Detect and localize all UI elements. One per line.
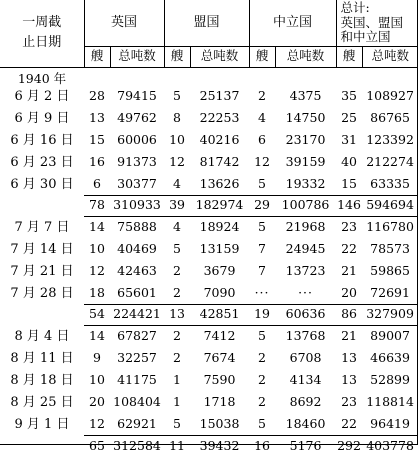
value-cell: 1 [173, 371, 181, 387]
empty-cell [164, 67, 190, 85]
date-cell: 7 月 28 日 [10, 285, 74, 301]
subtotal-cell: 65 [84, 435, 110, 456]
subtotal-cell: 86 [336, 304, 362, 325]
date-cell: 9 月 1 日 [14, 416, 70, 432]
value-cell: 18 [89, 284, 105, 300]
value-cell: 19332 [285, 175, 326, 191]
value-cell: 123392 [366, 131, 414, 147]
table-row [0, 260, 418, 282]
value-cell: 52899 [370, 371, 410, 387]
value-cell: 23170 [285, 131, 326, 147]
period-header-line2: 止日期 [22, 35, 62, 51]
value-cell: 4 [173, 175, 181, 191]
subtotal-cell: 403778 [362, 435, 418, 456]
value-cell: 13723 [285, 262, 326, 278]
empty-cell [249, 67, 275, 85]
value-cell: 89007 [370, 328, 410, 343]
value-cell: 10 [89, 371, 105, 387]
tonnage-header: 总吨数 [275, 46, 336, 67]
value-cell: 5 [258, 175, 266, 191]
value-cell: 13626 [199, 175, 240, 191]
total-header-line1: 总计: [340, 0, 370, 16]
subtotal-cell: 42851 [190, 304, 249, 325]
value-cell: 96419 [370, 415, 410, 431]
value-cell: 65601 [117, 284, 157, 300]
table-row [0, 413, 418, 435]
value-cell: 5 [258, 415, 266, 431]
group-header-britain: 英国 [84, 0, 164, 46]
ships-header: 艘 [336, 46, 362, 67]
value-cell: 9 [93, 349, 101, 365]
value-cell: 23 [341, 219, 357, 234]
table-row [0, 107, 418, 129]
value-cell: 31 [341, 131, 357, 147]
group-header-total [336, 0, 418, 46]
value-cell: 116780 [366, 219, 414, 234]
value-cell: 24945 [285, 240, 326, 256]
value-cell: 18924 [199, 219, 240, 234]
value-cell: 49762 [117, 109, 157, 125]
value-cell: 5 [258, 328, 266, 343]
table-row [0, 391, 418, 413]
value-cell: 40216 [199, 131, 240, 147]
value-cell: 12 [89, 415, 105, 431]
subtotal-cell: 39 [164, 195, 190, 216]
value-cell: 5 [173, 87, 181, 103]
value-cell: 3679 [203, 262, 236, 278]
table-row [0, 282, 418, 304]
value-cell: 16 [89, 153, 105, 169]
value-cell: 23 [341, 393, 357, 409]
table-row [0, 173, 418, 195]
value-cell: 108404 [113, 393, 161, 409]
value-cell: 22253 [199, 109, 240, 125]
value-cell: 2 [173, 328, 181, 343]
header-row-groups [0, 0, 418, 46]
value-cell: 7674 [203, 349, 236, 365]
subtotal-cell: 182974 [190, 195, 249, 216]
date-cell: 8 月 18 日 [10, 372, 74, 388]
value-cell: ··· [298, 284, 313, 300]
value-cell: 6 [258, 131, 266, 147]
value-cell: 22 [341, 240, 357, 256]
empty-cell [275, 67, 336, 85]
subtotal-cell: 16 [249, 435, 275, 456]
value-cell: 8 [173, 109, 181, 125]
value-cell: 14 [89, 328, 105, 343]
value-cell: 212274 [366, 153, 414, 169]
table-row [0, 347, 418, 369]
ships-header: 艘 [164, 46, 190, 67]
value-cell: 1718 [203, 393, 236, 409]
table-row [0, 216, 418, 238]
value-cell: 5 [258, 219, 266, 234]
value-cell: 15038 [199, 415, 240, 431]
value-cell: 60006 [117, 131, 157, 147]
value-cell: ··· [254, 284, 270, 300]
table-row [0, 369, 418, 391]
value-cell: 72691 [370, 284, 410, 300]
value-cell: 5 [173, 415, 181, 431]
tonnage-header: 总吨数 [362, 46, 418, 67]
value-cell: 7412 [203, 328, 236, 343]
value-cell: 79415 [117, 87, 157, 103]
subtotal-cell: 310933 [110, 195, 164, 216]
subtotal-cell: 39432 [190, 435, 249, 456]
empty-cell [190, 67, 249, 85]
empty-cell [84, 67, 110, 85]
value-cell: 46639 [370, 349, 410, 365]
value-cell: 41175 [117, 371, 157, 387]
value-cell: 67827 [117, 328, 157, 343]
subtotal-cell: 11 [164, 435, 190, 456]
value-cell: 7 [258, 262, 266, 278]
group-header-neutral: 中立国 [249, 0, 336, 46]
subtotal-cell: 78 [84, 195, 110, 216]
value-cell: 28 [89, 87, 105, 103]
value-cell: 7090 [203, 284, 236, 300]
value-cell: 13159 [199, 240, 240, 256]
value-cell: 62921 [117, 415, 157, 431]
table-row [0, 238, 418, 260]
subtotal-cell: 100786 [275, 195, 336, 216]
total-header-line3: 和中立国 [340, 28, 391, 44]
period-header-line1: 一周截 [22, 15, 62, 31]
table-row [0, 129, 418, 151]
value-cell: 13 [341, 349, 357, 365]
value-cell: 2 [258, 371, 266, 387]
date-cell: 7 月 14 日 [10, 241, 74, 257]
subtotal-cell: 594694 [362, 195, 418, 216]
date-cell: 6 月 23 日 [10, 154, 74, 170]
value-cell: 6 [93, 175, 101, 191]
value-cell: 2 [173, 284, 181, 300]
value-cell: 63335 [370, 175, 410, 191]
value-cell: 12 [254, 153, 270, 169]
value-cell: 7590 [203, 371, 236, 387]
year-label: 1940 年 [17, 70, 67, 85]
value-cell: 81742 [199, 153, 240, 169]
value-cell: 42463 [117, 262, 157, 278]
subtotal-cell: 13 [164, 304, 190, 325]
value-cell: 4 [173, 219, 181, 234]
value-cell: 18460 [285, 415, 326, 431]
value-cell: 35 [341, 87, 357, 103]
value-cell: 25137 [199, 87, 240, 103]
empty-cell [362, 67, 418, 85]
group-header-allied: 盟国 [164, 0, 249, 46]
date-cell: 8 月 25 日 [10, 394, 74, 410]
date-cell: 6 月 9 日 [14, 110, 70, 126]
subtotal-cell: 54 [84, 304, 110, 325]
value-cell: 25 [341, 109, 357, 125]
value-cell: 22 [341, 415, 357, 431]
subtotal-cell: 327909 [362, 304, 418, 325]
value-cell: 2 [173, 349, 181, 365]
subtotal-cell: 292 [336, 435, 362, 456]
subtotal-cell: 29 [249, 195, 275, 216]
subtotal-cell: 146 [336, 195, 362, 216]
date-cell: 6 月 30 日 [10, 176, 74, 192]
table-row [0, 325, 418, 347]
ships-header: 艘 [84, 46, 110, 67]
value-cell: 6708 [289, 349, 322, 365]
value-cell: 78573 [370, 240, 410, 256]
subtotal-cell: 60636 [275, 304, 336, 325]
tonnage-header: 总吨数 [190, 46, 249, 67]
subtotal-cell: 19 [249, 304, 275, 325]
value-cell: 14 [89, 219, 105, 234]
value-cell: 59865 [370, 262, 410, 278]
value-cell: 30377 [117, 175, 157, 191]
table-row [0, 85, 418, 107]
subtotal-cell: 312584 [110, 435, 164, 456]
value-cell: 32257 [117, 349, 157, 365]
value-cell: 21 [341, 328, 357, 343]
value-cell: 4 [258, 109, 266, 125]
date-cell: 8 月 4 日 [14, 328, 70, 344]
value-cell: 21968 [285, 219, 326, 234]
date-cell: 7 月 7 日 [14, 219, 70, 235]
value-cell: 5 [173, 240, 181, 256]
value-cell: 108927 [366, 87, 414, 103]
value-cell: 8692 [289, 393, 322, 409]
value-cell: 2 [258, 349, 266, 365]
value-cell: 12 [169, 153, 185, 169]
date-cell: 8 月 11 日 [10, 350, 74, 366]
date-cell: 6 月 16 日 [10, 132, 74, 148]
value-cell: 4375 [289, 87, 322, 103]
value-cell: 118814 [366, 393, 414, 409]
empty-cell [110, 67, 164, 85]
subtotal-cell: 5176 [275, 435, 336, 456]
subtotal-label-cell [0, 304, 84, 325]
value-cell: 13768 [285, 328, 326, 343]
value-cell: 15 [341, 175, 357, 191]
table-row [0, 151, 418, 173]
subtotal-label-cell [0, 195, 84, 216]
value-cell: 40469 [117, 240, 157, 256]
value-cell: 2 [258, 393, 266, 409]
tonnage-header: 总吨数 [110, 46, 164, 67]
value-cell: 2 [258, 87, 266, 103]
value-cell: 40 [341, 153, 357, 169]
empty-cell [336, 67, 362, 85]
value-cell: 15 [89, 131, 105, 147]
ships-header: 艘 [249, 46, 275, 67]
period-column-header [0, 0, 84, 67]
value-cell: 10 [169, 131, 185, 147]
subtotal-cell: 224421 [110, 304, 164, 325]
subtotal-row [0, 304, 418, 325]
value-cell: 13 [89, 109, 105, 125]
value-cell: 1 [173, 393, 181, 409]
value-cell: 10 [89, 240, 105, 256]
date-cell: 6 月 2 日 [14, 88, 70, 104]
value-cell: 21 [341, 262, 357, 278]
value-cell: 91373 [117, 153, 157, 169]
value-cell: 75888 [117, 219, 157, 234]
value-cell: 20 [89, 393, 105, 409]
total-header-line2: 英国、盟国 [340, 14, 404, 30]
year-row [0, 67, 418, 85]
subtotal-row [0, 195, 418, 216]
value-cell: 4134 [289, 371, 322, 387]
value-cell: 14750 [285, 109, 326, 125]
value-cell: 13 [341, 371, 357, 387]
value-cell: 20 [341, 284, 357, 300]
value-cell: 2 [173, 262, 181, 278]
value-cell: 7 [258, 240, 266, 256]
value-cell: 12 [89, 262, 105, 278]
value-cell: 39159 [285, 153, 326, 169]
value-cell: 86765 [370, 109, 410, 125]
date-cell: 7 月 21 日 [10, 263, 74, 279]
